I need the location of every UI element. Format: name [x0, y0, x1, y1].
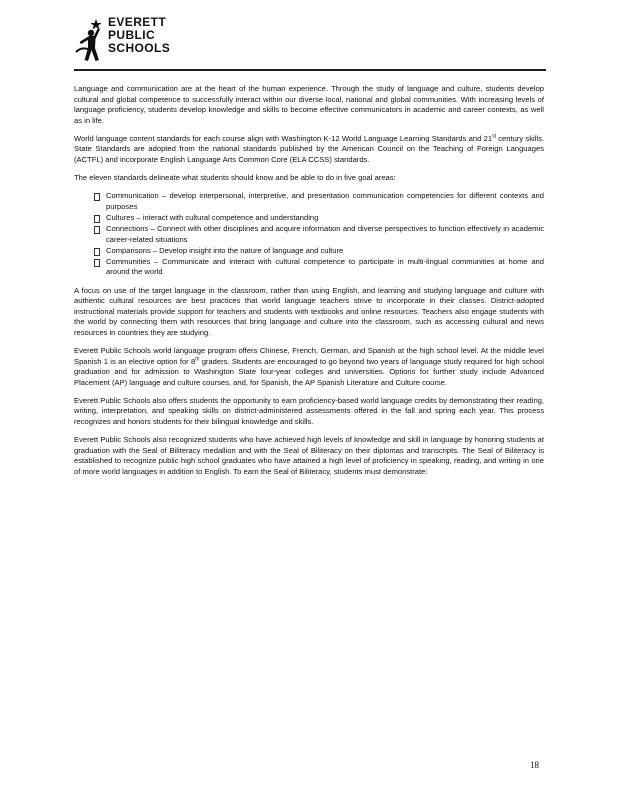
list-item-text: Connections – Connect with other disciplines and acquire information and diverse perspectives to function effectively in academic career-related situations — [106, 224, 544, 244]
logo-line-everett: EVERETT — [108, 15, 167, 29]
checkbox-bullet-icon — [94, 215, 100, 223]
paragraph-goal-intro: The eleven standards delineate what students should know and be able to do in five goal areas: — [74, 173, 396, 183]
list-item-text: Comparisons – Develop insight into the nature of language and culture — [106, 245, 344, 255]
checkbox-bullet-icon — [94, 226, 100, 234]
logo-line-schools: SCHOOLS — [108, 41, 171, 55]
paragraph-intro: Language and communication are at the heart of the human experience. Through the study of language and culture, students develop cultural and global competence to successfully interact within our diverse local, national and global communities. With increasing levels of language proficiency, students develop knowledge and skills to become effective communicators in academic and career contexts, as well as in life. — [74, 84, 544, 125]
paragraph-target-language: A focus on use of the target language in the classroom, rather than using English, and learning and studying language and culture with authentic cultural resources are best practices that world language teachers strive to incorporate in their classes. District-adopted instructional materials provide support for teachers and students with textbooks and online resources. Teachers also engage students with the world by connecting them with resources that bring language and culture into the classroom, such as accessing cultural and news resources in countries they are studying. — [74, 285, 544, 337]
list-item — [94, 257, 544, 278]
list-item-text: Cultures – interact with cultural competence and understanding — [106, 212, 319, 222]
document-body — [74, 84, 544, 485]
person-star-icon — [74, 18, 106, 62]
page-number: 18 — [530, 760, 539, 770]
checkbox-bullet-icon — [94, 248, 100, 256]
everett-public-schools-logo — [74, 14, 274, 66]
paragraph-seal-of-biliteracy: Everett Public Schools also recognized students who have achieved high levels of knowledge and skill in language by honoring students at graduation with the Seal of Biliteracy medallion and with the Seal of Biliteracy on their diplomas and transcripts. The Seal of Biliteracy is established to recognize public high school graduates who have attained a high level of proficiency in speaking, reading, and writing in one of more world languages in addition to English. To earn the Seal of Biliteracy, students must demonstrate: — [74, 435, 544, 476]
page-header — [74, 14, 544, 72]
goal-areas-list — [74, 191, 544, 278]
list-item-text: Communication – develop interpersonal, interpretive, and presentation communication competencies for different contexts and purposes — [106, 191, 544, 211]
checkbox-bullet-icon — [94, 259, 100, 267]
logo-text — [108, 16, 170, 55]
paragraph-program-offerings: Everett Public Schools world language program offers Chinese, French, German, and Spanish at the high school level. At the middle level Spanish 1 is an elective option for 8th graders. Students are encouraged to go beyond two years of language study required for high school graduation and for admission to Washington State four-year colleges and universities. Options for further study include Advanced Placement (AP) language and culture courses, and, for Spanish, the AP Spanish Literature and Culture course. — [74, 345, 544, 387]
list-item-text: Communities – Communicate and interact with cultural competence to participate in multi-lingual communities at home and around the world — [106, 256, 544, 277]
list-item — [94, 224, 544, 245]
paragraph-standards: World language content standards for each course align with Washington K-12 World Language Learning Standards and 21st century skills. State Standards are adopted from the national standards published by the American Council on the Teaching of Foreign Languages (ACTFL) and incorporate English Language Arts Common Core (ELA CCSS) standards. — [74, 133, 544, 165]
list-item — [94, 213, 544, 224]
list-item — [94, 191, 544, 212]
logo-line-public: PUBLIC — [108, 28, 156, 42]
checkbox-bullet-icon — [94, 193, 100, 201]
paragraph-proficiency-credits: Everett Public Schools also offers students the opportunity to earn proficiency-based world language credits by demonstrating their reading, writing, interpretation, and speaking skills on district-administered assessments offered in the fall and spring each year. This process recognizes and honors students for their bilingual knowledge and skills. — [74, 395, 544, 427]
list-item — [94, 246, 544, 257]
header-divider — [74, 69, 546, 71]
